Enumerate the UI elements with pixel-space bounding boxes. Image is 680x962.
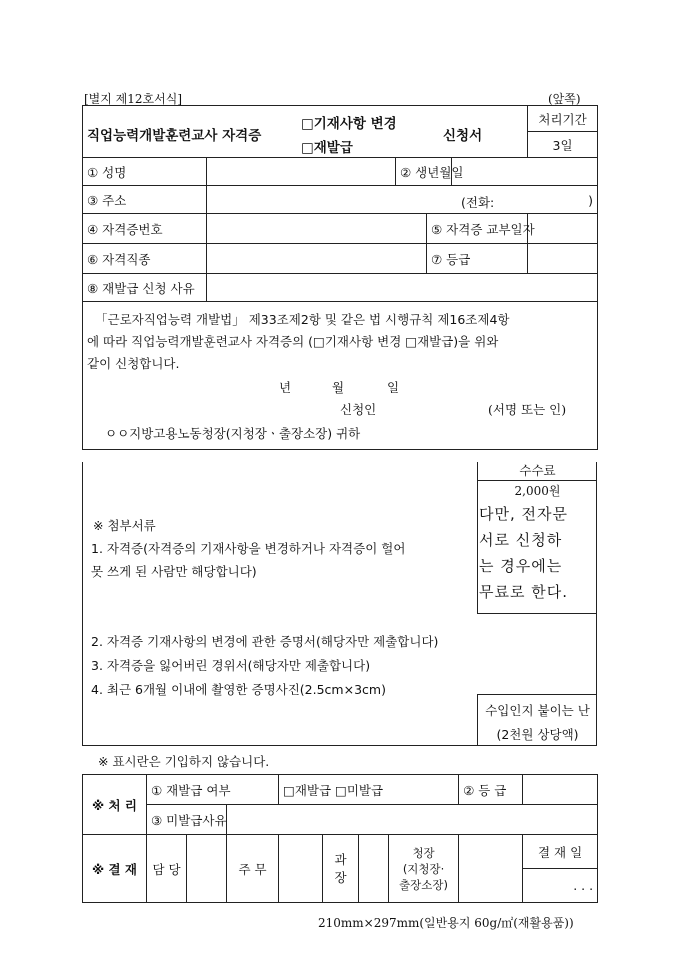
- office-use-notice: ※ 표시란은 기입하지 않습니다.: [98, 754, 270, 769]
- name-label: ① 성명: [83, 158, 207, 186]
- head-label: [389, 835, 459, 903]
- address-field[interactable]: [207, 186, 598, 214]
- date-day: 일: [387, 380, 400, 395]
- cert-no-label: ④ 자격증번호: [83, 214, 207, 244]
- declaration-line3: 같이 신청합니다.: [87, 356, 180, 371]
- non-issue-reason-label: ③ 미발급사유: [147, 805, 227, 835]
- phone-label: (전화:: [461, 195, 495, 210]
- title-main: 직업능력개발훈련교사 자격증: [87, 128, 262, 144]
- staff-sign[interactable]: [187, 835, 227, 903]
- phone-close: ): [588, 193, 594, 208]
- application-form: [82, 105, 598, 450]
- form-code: [별지 제12호서식]: [84, 92, 182, 106]
- attachment-item-1a: 1. 자격증(자격증의 기재사항을 변경하거나 자격증이 헐어: [91, 541, 406, 556]
- title-suffix: 신청서: [443, 128, 483, 144]
- birth-field[interactable]: [452, 158, 598, 186]
- section-chief-label-2: 장: [334, 869, 347, 885]
- title-option-change[interactable]: □기재사항 변경: [301, 116, 397, 132]
- reason-label: ⑧ 재발급 신청 사유: [83, 274, 207, 302]
- fee-label: 수수료: [478, 462, 597, 481]
- approval-date-field[interactable]: . . .: [523, 869, 598, 903]
- job-label: ⑥ 자격직종: [83, 244, 207, 274]
- chief-sign[interactable]: [279, 835, 323, 903]
- fee-note-2: 서로 신청하: [479, 531, 563, 549]
- head-label-2: (지청장·: [402, 861, 445, 876]
- page-side: (앞쪽): [548, 92, 581, 106]
- attachment-item-3: 3. 자격증을 잃어버린 경위서(해당자만 제출합니다): [91, 658, 371, 673]
- attachment-item-4: 4. 최근 6개월 이내에 촬영한 증명사진(2.5cm×3cm): [91, 682, 386, 697]
- form-title: [83, 106, 528, 158]
- issue-date-field[interactable]: [528, 214, 598, 244]
- stamp-amount: (2천원 상당액): [496, 727, 579, 742]
- name-field[interactable]: [207, 158, 396, 186]
- head-sign[interactable]: [459, 835, 523, 903]
- section-chief-label-1: 과: [334, 851, 347, 867]
- reissue-options[interactable]: □재발급 □미발급: [279, 775, 459, 805]
- head-label-3: 출장소장): [399, 877, 449, 892]
- grade-field[interactable]: [528, 244, 598, 274]
- non-issue-reason-field[interactable]: [227, 805, 598, 835]
- declaration-line1: 「근로자직업능력 개발법」 제33조제2항 및 같은 법 시행규칙 제16조제4항: [95, 312, 510, 327]
- chief-label: 주 무: [227, 835, 279, 903]
- attachment-item-1b: 못 쓰게 된 사람만 해당합니다): [91, 564, 257, 579]
- grade-label: ⑦ 등급: [427, 244, 528, 274]
- period-label: 처리기간: [528, 106, 598, 132]
- fee-amount: 2,000원: [514, 484, 561, 498]
- paper-spec: 210mm×297mm(일반용지 60g/㎡(재활용품)): [318, 916, 574, 930]
- fee-box: [477, 462, 597, 614]
- section-chief-sign[interactable]: [359, 835, 389, 903]
- approval-label: ※ 결 재: [83, 835, 147, 903]
- signature-label[interactable]: (서명 또는 인): [488, 402, 567, 417]
- attachments-section: [82, 462, 597, 746]
- reason-field[interactable]: [207, 274, 598, 302]
- reissue-question: ① 재발급 여부: [147, 775, 279, 805]
- date-year: 년: [279, 380, 292, 395]
- attachment-item-2: 2. 자격증 기재사항의 변경에 관한 증명서(해당자만 제출합니다): [91, 634, 439, 649]
- stamp-label: 수입인지 붙이는 난: [485, 703, 590, 718]
- birth-label: ② 생년월일: [396, 158, 452, 186]
- section-chief-label: [323, 835, 359, 903]
- staff-label: 담 당: [147, 835, 187, 903]
- issue-date-label: ⑤ 자격증 교부일자: [427, 214, 528, 244]
- date-month: 월: [332, 380, 345, 395]
- period-value: 3일: [528, 132, 598, 158]
- job-field[interactable]: [207, 244, 427, 274]
- address-label: ③ 주소: [83, 186, 207, 214]
- office-grade-label: ② 등 급: [459, 775, 523, 805]
- revenue-stamp-box[interactable]: [477, 694, 597, 745]
- attachments-heading: ※ 첨부서류: [93, 518, 156, 533]
- process-label: ※ 처 리: [83, 775, 147, 835]
- fee-note-3: 는 경우에는: [479, 557, 563, 575]
- office-use-table: [82, 774, 598, 903]
- office-grade-field[interactable]: [523, 775, 598, 805]
- applicant-label: 신청인: [340, 402, 377, 417]
- declaration-box: [83, 302, 598, 450]
- fee-note-4: 무료로 한다.: [479, 583, 568, 601]
- addressee: ㅇㅇ지방고용노동청장(지청장ㆍ출장소장) 귀하: [105, 426, 361, 441]
- fee-note-1: 다만, 전자문: [479, 505, 568, 523]
- approval-date-label: 결 재 일: [523, 835, 598, 869]
- cert-no-field[interactable]: [207, 214, 427, 244]
- head-label-1: 청장: [412, 845, 435, 860]
- declaration-line2: 에 따라 직업능력개발훈련교사 자격증의 (□기재사항 변경 □재발급)을 위와: [87, 334, 499, 349]
- title-option-reissue[interactable]: □재발급: [301, 140, 353, 156]
